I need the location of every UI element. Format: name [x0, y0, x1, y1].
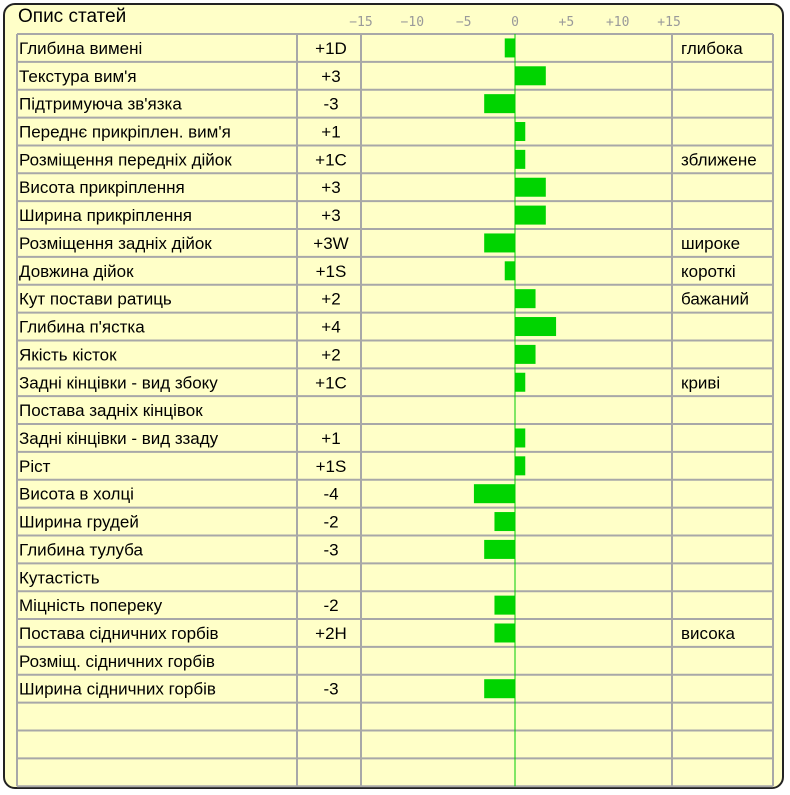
trait-value: +2H	[315, 623, 347, 643]
trait-label: Кут постави ратиць	[19, 289, 172, 309]
trait-label: Ширина грудей	[19, 512, 139, 532]
trait-label: Довжина дійок	[19, 261, 134, 281]
x-tick-label: +5	[558, 15, 575, 30]
trait-label: Якість кісток	[19, 345, 117, 365]
trait-label: Міцність поперeку	[19, 596, 163, 616]
trait-bar	[515, 66, 546, 85]
trait-bar	[515, 428, 525, 447]
trait-bar	[515, 122, 525, 141]
trait-value: +1D	[315, 38, 347, 58]
trait-label: Розміщення задніх дійок	[19, 233, 212, 253]
trait-label: Задні кінцівки - вид збоку	[19, 373, 218, 393]
trait-bar	[494, 623, 515, 642]
trait-label: Текстура вим'я	[19, 66, 137, 86]
trait-value: -3	[323, 540, 339, 560]
trait-label: Висота прикріплення	[19, 178, 185, 198]
x-tick-label: +10	[605, 15, 630, 30]
trait-bar	[484, 679, 515, 698]
trait-bar	[484, 94, 515, 113]
trait-label: Висота в холці	[19, 484, 134, 504]
trait-bar	[494, 512, 515, 531]
trait-value: +1S	[315, 456, 347, 476]
trait-value: -4	[323, 484, 339, 504]
trait-description: бажаний	[681, 289, 750, 309]
trait-bar	[515, 150, 525, 169]
x-tick-label: +15	[657, 15, 681, 30]
trait-value: -3	[323, 94, 339, 114]
trait-description: висока	[681, 623, 735, 643]
trait-bar	[515, 456, 525, 475]
trait-value: -2	[323, 512, 339, 532]
trait-label: Постава сідничних горбів	[19, 623, 219, 643]
trait-label: Задні кінцівки - вид ззаду	[19, 428, 219, 448]
x-tick-label: −10	[400, 15, 425, 30]
trait-label: Розміщ. сідничних горбів	[19, 651, 215, 671]
trait-label: Ширина прикріплення	[19, 206, 192, 226]
trait-label: Підтримуюча зв'язка	[19, 94, 182, 114]
trait-bar	[515, 317, 556, 336]
trait-value: +1C	[315, 150, 347, 170]
trait-bar	[484, 540, 515, 559]
trait-value: +1S	[315, 261, 347, 281]
trait-label: Розміщення передніх дійок	[19, 150, 232, 170]
trait-description: криві	[681, 373, 721, 393]
trait-label: Постава задніх кінцівок	[19, 401, 203, 421]
trait-bar	[484, 233, 515, 252]
trait-bar	[505, 261, 515, 280]
trait-label: Переднє прикріплен. вим'я	[19, 122, 231, 142]
trait-value: +1	[321, 122, 341, 142]
trait-label: Ріст	[19, 456, 51, 476]
trait-value: +3W	[313, 233, 349, 253]
trait-value: -3	[323, 679, 339, 699]
trait-bar	[515, 373, 525, 392]
trait-description: широке	[681, 233, 741, 253]
trait-bar	[474, 484, 515, 503]
trait-label: Глибина п'ястка	[19, 317, 145, 337]
trait-value: +2	[321, 345, 341, 365]
trait-bar	[494, 596, 515, 615]
trait-label: Глибина вимені	[19, 38, 143, 58]
chart-title: Опис статей	[18, 6, 127, 27]
trait-value: -2	[323, 596, 339, 616]
trait-label: Ширина сідничних горбів	[19, 679, 216, 699]
trait-bar	[515, 178, 546, 197]
trait-description: зближене	[681, 150, 757, 170]
trait-value: +3	[321, 66, 341, 86]
trait-description: короткі	[681, 261, 736, 281]
trait-description: глибока	[681, 38, 743, 58]
trait-value: +3	[321, 178, 341, 198]
trait-value: +4	[321, 317, 341, 337]
trait-bar	[515, 206, 546, 225]
trait-value: +1	[321, 428, 341, 448]
trait-value: +3	[321, 206, 341, 226]
x-tick-label: 0	[511, 15, 519, 30]
trait-value: +1C	[315, 373, 347, 393]
trait-bar	[515, 289, 536, 308]
trait-value: +2	[321, 289, 341, 309]
trait-label: Глибина тулуба	[19, 540, 143, 560]
trait-bar	[505, 38, 515, 57]
trait-label: Кутастість	[19, 568, 100, 588]
trait-bar	[515, 345, 536, 364]
x-tick-label: −15	[349, 15, 373, 30]
x-tick-label: −5	[455, 15, 472, 30]
